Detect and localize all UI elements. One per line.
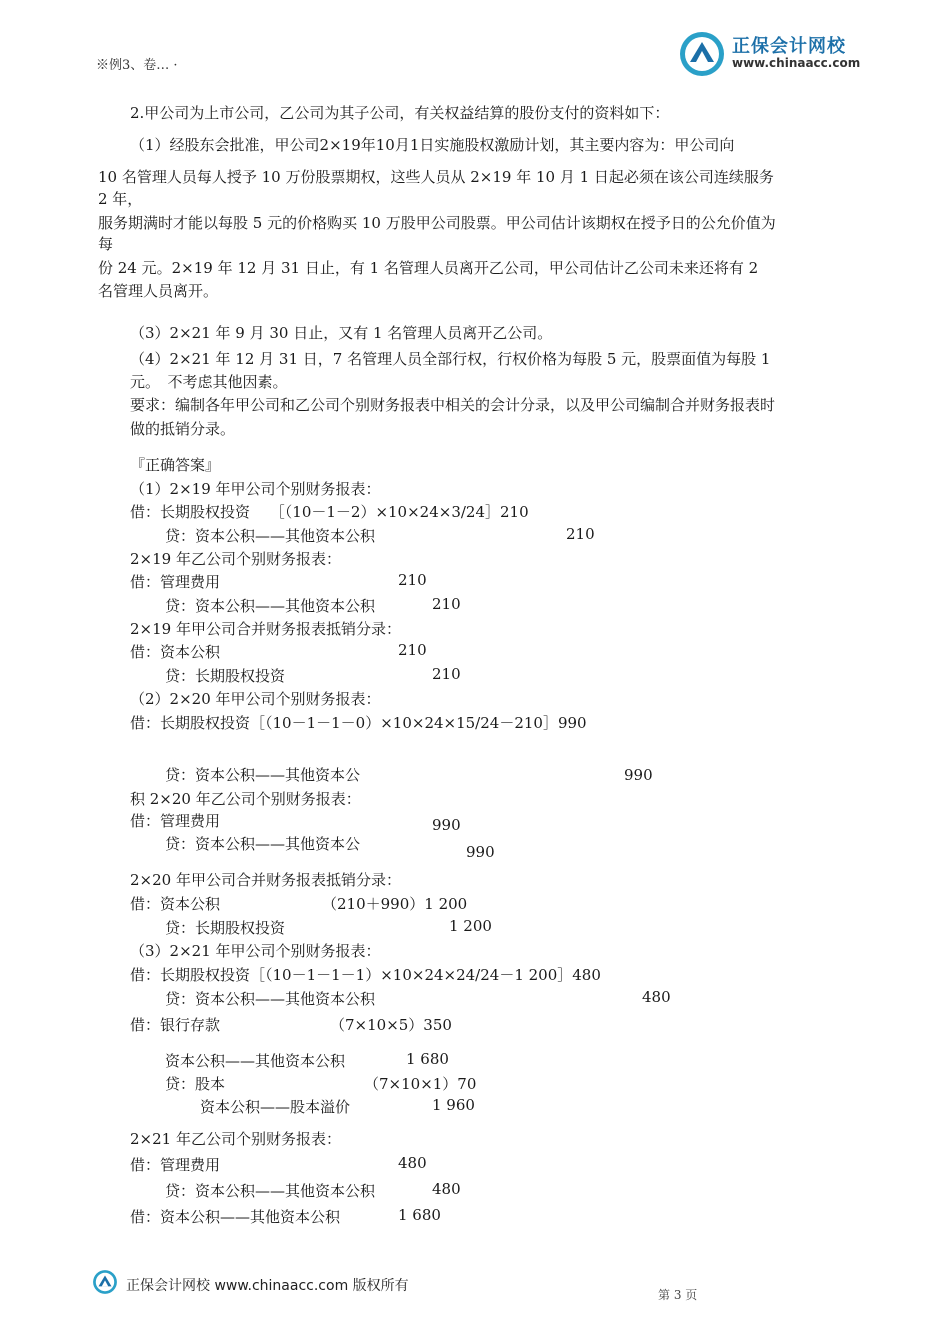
question-line: 2 年， (98, 190, 143, 208)
answer-amount: 210 (566, 525, 595, 543)
answer-amount: 990 (624, 766, 653, 784)
answer-line: 2×20 年甲公司合并财务报表抵销分录： (130, 871, 401, 889)
question-line: 10 名管理人员每人授予 10 万份股票期权，这些人员从 2×19 年 10 月 1 日起必须在该公司连续服务 (98, 168, 774, 186)
footer-logo-icon (92, 1269, 118, 1295)
answer-amount: 1 960 (432, 1096, 475, 1114)
logo-url: www.chinaacc.com (732, 56, 861, 70)
answer-line: 借：银行存款 (130, 1016, 221, 1034)
answer-title: 『正确答案』 (130, 456, 221, 474)
answer-line: 借：资本公积——其他资本公积 (130, 1208, 341, 1226)
answer-line: 贷：资本公积——其他资本公 (165, 766, 361, 784)
answer-amount: 210 (398, 571, 427, 589)
answer-amount: （210＋990）1 200 (322, 895, 468, 913)
answer-amount: 990 (432, 816, 461, 834)
logo-icon (678, 30, 726, 78)
question-requirement-cont: 做的抵销分录。 (130, 420, 236, 438)
question-item1: （1）经股东会批准，甲公司2×19年10月1日实施股权激励计划，其主要内容为：甲公司向 (130, 136, 735, 154)
answer-line: 2×19 年甲公司合并财务报表抵销分录： (130, 620, 401, 638)
answer-amount: 210 (398, 641, 427, 659)
answer-line: （1）2×19 年甲公司个别财务报表： (130, 480, 381, 498)
question-requirement: 要求：编制各年甲公司和乙公司个别财务报表中相关的会计分录，以及甲公司编制合并财务报表时 (130, 396, 776, 414)
answer-line: 借：资本公积 (130, 895, 221, 913)
answer-amount: 210 (432, 595, 461, 613)
answer-line: 借：资本公积 (130, 643, 221, 661)
answer-line: （3）2×21 年甲公司个别财务报表： (130, 942, 381, 960)
answer-amount: 990 (466, 843, 495, 861)
answer-line: 贷：资本公积——其他资本公积 (165, 1182, 376, 1200)
answer-line: 借：长期股权投资［（10－1－1－0）×10×24×15/24－210］990 (130, 714, 587, 732)
answer-line: 资本公积——其他资本公积 (165, 1052, 346, 1070)
answer-amount: 480 (398, 1154, 427, 1172)
answer-line: 借：管理费用 (130, 1156, 221, 1174)
answer-amount: 480 (642, 988, 671, 1006)
question-line: 服务期满时才能以每股 5 元的价格购买 10 万股甲公司股票。甲公司估计该期权在授予日的公允价值为 (98, 214, 776, 232)
answer-line: （2）2×20 年甲公司个别财务报表： (130, 690, 381, 708)
answer-line: 贷：长期股权投资 (165, 919, 286, 937)
question-item4: （4）2×21 年 12 月 31 日，7 名管理人员全部行权，行权价格为每股 5 元，股票面值为每股 1 (130, 350, 771, 368)
answer-amount: 1 680 (398, 1206, 441, 1224)
answer-line: 贷：资本公积——其他资本公积 (165, 597, 376, 615)
answer-amount: 1 680 (406, 1050, 449, 1068)
question-line: 名管理人员离开。 (98, 282, 219, 300)
answer-line: 贷：资本公积——其他资本公积 (165, 990, 376, 1008)
answer-amount: 210 (432, 665, 461, 683)
page-number: 第 3 页 (658, 1288, 698, 1302)
question-line: 份 24 元。2×19 年 12 月 31 日止，有 1 名管理人员离开乙公司，甲公司估计乙公司未来还将有 2 (98, 259, 759, 277)
logo-title: 正保会计网校 (732, 36, 846, 57)
answer-amount: 1 200 (449, 917, 492, 935)
answer-line: 借：长期股权投资 ［（10－1－2）×10×24×3/24］210 (130, 503, 529, 521)
question-line: 每 (98, 235, 114, 253)
answer-amount: 480 (432, 1180, 461, 1198)
question-item4-cont: 元。 不考虑其他因素。 (130, 373, 288, 391)
answer-line: 贷：资本公积——其他资本公 (165, 835, 361, 853)
answer-line: 2×19 年乙公司个别财务报表： (130, 550, 341, 568)
answer-line: 资本公积——股本溢价 (200, 1098, 351, 1116)
header-fragment: ※例3、卷… · (96, 58, 178, 73)
answer-line: 借：长期股权投资［（10－1－1－1）×10×24×24/24－1 200］480 (130, 966, 601, 984)
question-item3: （3）2×21 年 9 月 30 日止，又有 1 名管理人员离开乙公司。 (130, 324, 553, 342)
answer-line: 贷：长期股权投资 (165, 667, 286, 685)
answer-amount: （7×10×5）350 (330, 1016, 452, 1034)
question-intro: 2.甲公司为上市公司，乙公司为其子公司，有关权益结算的股份支付的资料如下： (130, 104, 670, 122)
answer-line: 贷：股本 (165, 1075, 226, 1093)
answer-line: 2×21 年乙公司个别财务报表： (130, 1130, 341, 1148)
footer-copyright: 正保会计网校 www.chinaacc.com 版权所有 (126, 1278, 409, 1294)
answer-line: 借：管理费用 (130, 573, 221, 591)
answer-line: 借：管理费用 (130, 812, 221, 830)
brand-logo (678, 28, 878, 78)
answer-amount: （7×10×1）70 (364, 1075, 477, 1093)
answer-line: 贷：资本公积——其他资本公积 (165, 527, 376, 545)
answer-line: 积 2×20 年乙公司个别财务报表： (130, 790, 361, 808)
